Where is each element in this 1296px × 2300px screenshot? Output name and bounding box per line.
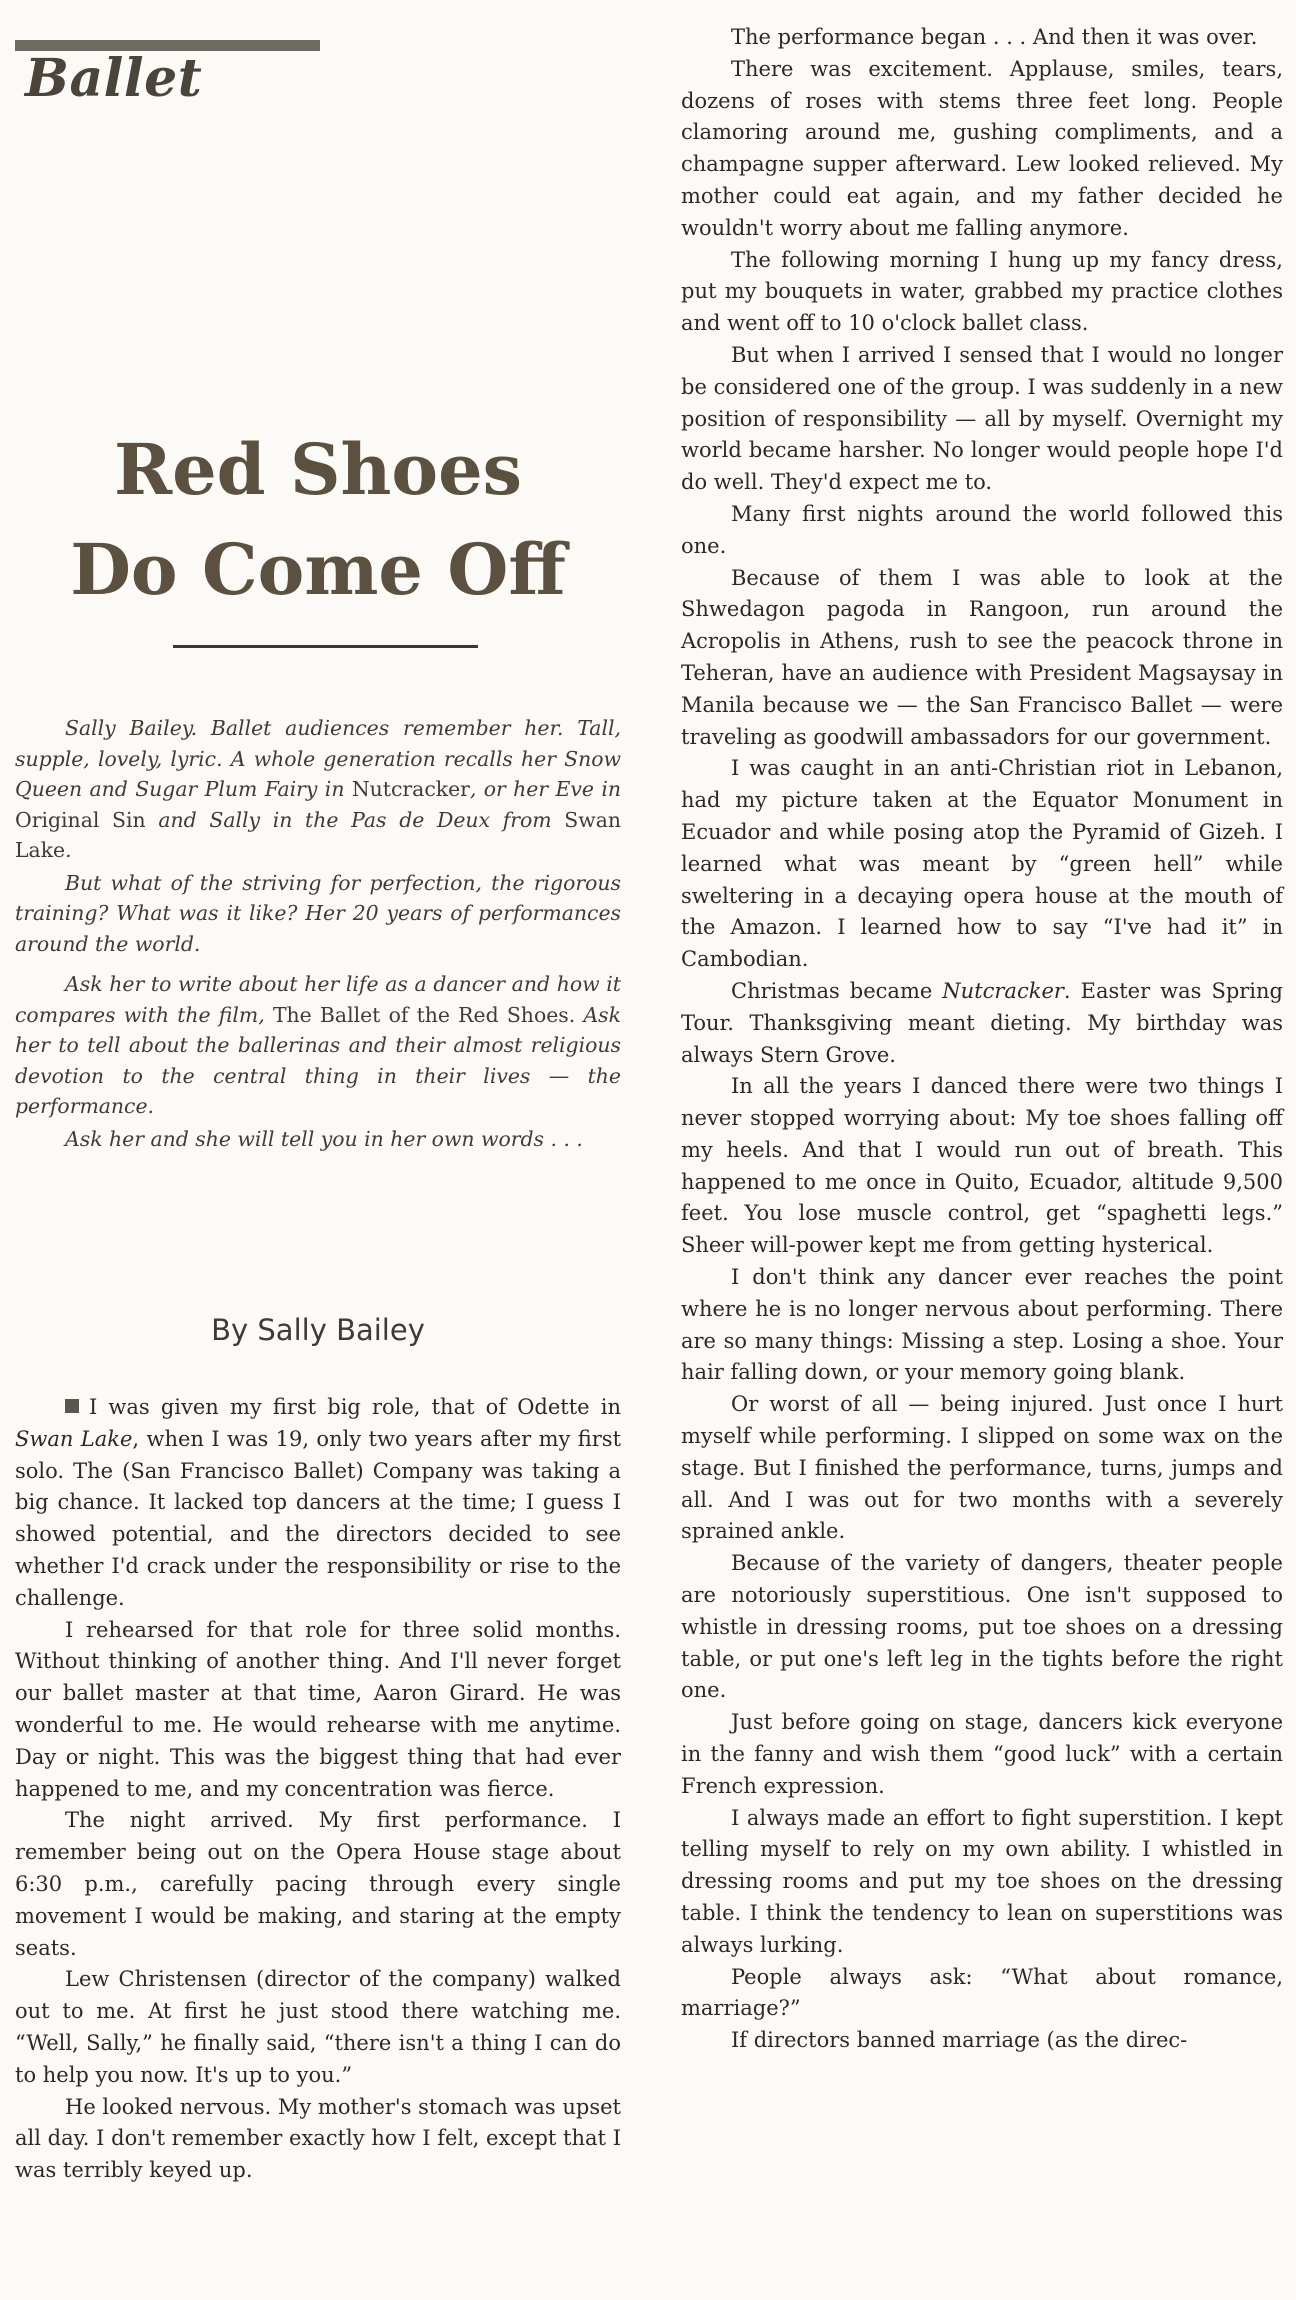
story-paragraph: Or worst of all — being injured. Just once I hurt myself while performing. I slipped on some wax on the stage. But I finished the performance, turns, jumps and all. And I was out for two months with a severely sprained ankle. (681, 1392, 1283, 1544)
story-paragraph: I don't think any dancer ever reaches the point where he is no longer nervous about performing. There are so many things: Missing a step. Losing a shoe. Your hair falling down, or your memory going blank. (681, 1265, 1283, 1385)
intro-text: Nutcracker (351, 777, 470, 801)
bullet-square-icon (65, 1399, 79, 1413)
story-paragraph (681, 976, 1283, 1071)
headline (15, 420, 621, 620)
intro-text: . Ask her to tell about the ballerinas and their almost religious devotion to the central thing in their lives — the performance. (15, 1002, 621, 1118)
story-paragraph: Because of the variety of dangers, theater people are notoriously superstitious. One isn't supposed to whistle in dressing rooms, put toe shoes on a dressing table, or put one's left leg in the tights before the right one. (681, 1551, 1283, 1703)
byline: By Sally Bailey (211, 1313, 425, 1347)
story-paragraph: The performance began . . . And then it was over. (731, 25, 1258, 49)
story-paragraph: He looked nervous. My mother's stomach was upset all day. I don't remember exactly how I felt, except that I was terribly keyed up. (15, 2094, 621, 2183)
section-label: Ballet (25, 48, 203, 109)
story-right (681, 22, 1283, 2057)
intro-paragraph (15, 713, 621, 866)
story-paragraph: There was excitement. Applause, smiles, tears, dozens of roses with stems three feet long. People clamoring around me, gushing compliments, and a champagne supper afterward. Lew looked relieved. My mother could eat again, and my father decided he wouldn't worry about me falling anymore. (681, 56, 1283, 240)
left-column (15, 0, 621, 2300)
story-paragraph: Because of them I was able to look at the Shwedagon pagoda in Rangoon, run around the Acropolis in Athens, rush to see the peacock throne in Teheran, have an audience with President Magsaysay in Manila because we — the San Francisco Ballet — were traveling as goodwill ambassadors for our government. (681, 565, 1283, 749)
story-text: , when I was 19, only two years after my first solo. The (San Francisco Ballet) Company was taking a big chance. It lacked top dancers at the time; I guess I showed potential, and the directors decided to see whether I'd crack under the responsibility or rise to the challenge. (15, 1426, 622, 1610)
story-paragraph: The following morning I hung up my fancy dress, put my bouquets in water, grabbed my practice clothes and went off to 10 o'clock ballet class. (681, 247, 1283, 336)
story-text: . Easter was Spring Tour. Thanksgiving meant dieting. My birthday was always Stern Grove. (681, 978, 1283, 1067)
story-paragraph: The night arrived. My first performance. I remember being out on the Opera House stage about 6:30 p.m., carefully pacing through every single movement I would be making, and staring at the empty seats. (15, 1808, 621, 1960)
intro-text: Ask her to write about her life as a dancer and how it compares with the film, (15, 972, 621, 1027)
headline-line-1: Red Shoes (113, 428, 523, 511)
story-left (15, 1392, 621, 2187)
intro-text: Sally Bailey. Ballet audiences remember her. Tall, supple, lovely, lyric. A whole generation recalls her Snow Queen and Sugar Plum Fairy in (15, 716, 621, 801)
intro-paragraph (15, 969, 621, 1122)
story-text: I was given my first big role, that of Odette in (89, 1395, 621, 1419)
story-paragraph: I always made an effort to fight superstition. I kept telling myself to rely on my own ability. I whistled in dressing rooms and put my toe shoes on the dressing table. I think the tendency to lean on superstitions was always lurking. (681, 1805, 1283, 1957)
intro-text: . (65, 838, 72, 862)
story-paragraph: In all the years I danced there were two things I never stopped worrying about: My toe shoes falling off my heels. And that I would run out of breath. This happened to me once in Quito, Ecuador, altitude 9,500 feet. You lose muscle control, get “spaghetti legs.” Sheer will-power kept me from getting hysterical. (681, 1074, 1283, 1258)
story-paragraph: People always ask: “What about romance, marriage?” (681, 1964, 1283, 2021)
story-text: Nutcracker (942, 978, 1064, 1003)
intro-text: Original Sin (15, 807, 146, 832)
intro-text: Swan Lake (15, 807, 621, 862)
story-paragraph: Just before going on stage, dancers kick everyone in the fanny and wish them “good luck” with a certain French expression. (681, 1710, 1283, 1798)
right-column (681, 22, 1283, 2300)
story-paragraph: If directors banned marriage (as the direc- (731, 2028, 1188, 2053)
intro-paragraph: Ask her and she will tell you in her own words . . . (65, 1126, 583, 1151)
story-text: Christmas became (731, 978, 943, 1003)
story-paragraph (15, 1392, 621, 1615)
intro-blurb (15, 713, 621, 1154)
story-text: Swan Lake (15, 1426, 133, 1451)
intro-text: The Ballet of the Red Shoes (272, 1002, 569, 1027)
title-rule (173, 645, 478, 648)
story-paragraph: Many first nights around the world followed this one. (681, 501, 1283, 558)
intro-paragraph: But what of the striving for perfection, the rigorous training? What was it like? Her 20 years of performances around the world. (15, 870, 621, 956)
headline-line-2: Do Come Off (70, 528, 566, 611)
story-paragraph: Lew Christensen (director of the company) walked out to me. At first he just stood there watching me. “Well, Sally,” he finally said, “there isn't a thing I can do to help you now. It's up to you.” (15, 1967, 621, 2087)
story-paragraph: I was caught in an anti-Christian riot in Lebanon, had my picture taken at the Equator Monument in Ecuador and while posing atop the Pyramid of Gizeh. I learned what was meant by “green hell” while sweltering in a decaying opera house at the mouth of the Amazon. I learned how to say “I've had it” in Cambodian. (681, 756, 1283, 972)
story-paragraph: I rehearsed for that role for three solid months. Without thinking of another thing. And I'll never forget our ballet master at that time, Aaron Girard. He was wonderful to me. He would rehearse with me anytime. Day or night. This was the biggest thing that had ever happened to me, and my concentration was fierce. (15, 1617, 621, 1801)
intro-text: and Sally in the Pas de Deux from (145, 807, 565, 832)
story-paragraph: But when I arrived I sensed that I would no longer be considered one of the group. I was suddenly in a new position of responsibility — all by myself. Overnight my world became harsher. No longer would people hope I'd do well. They'd expect me to. (681, 342, 1283, 495)
intro-text: , or her Eve in (469, 777, 621, 801)
